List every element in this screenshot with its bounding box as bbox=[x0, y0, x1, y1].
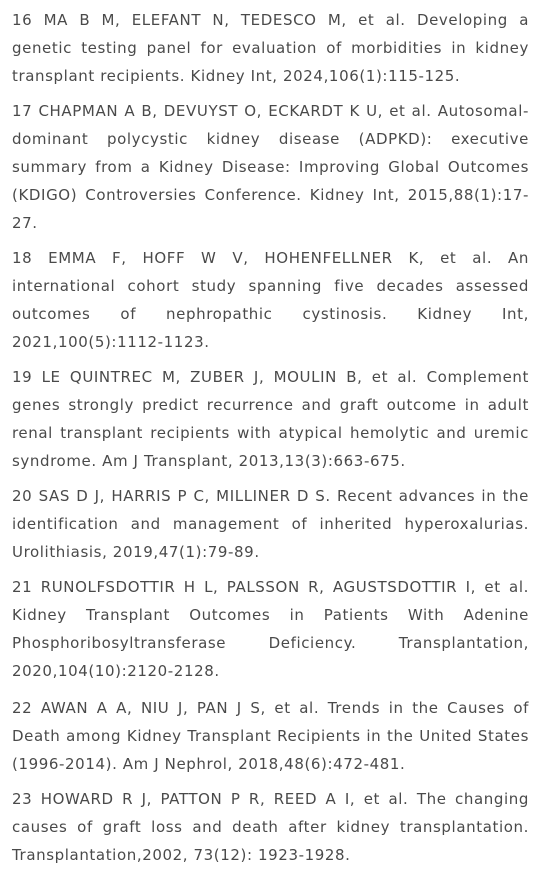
reference-text: HOWARD R J, PATTON P R, REED A I, et al. The changing causes of graft loss and death after kidney transplantation. Transplantation,2002, 73(12): 1923-1928. bbox=[12, 790, 530, 864]
reference-item-23 bbox=[12, 785, 529, 869]
reference-text: EMMA F, HOFF W V, HOHENFELLNER K, et al. An international cohort study spanning five decades assessed outcomes of nephropathic cystinosis. Kidney Int, 2021,100(5):1112-1123. bbox=[12, 249, 530, 351]
reference-number: 17 bbox=[12, 102, 33, 120]
reference-item-18 bbox=[12, 244, 529, 356]
reference-number: 23 bbox=[12, 790, 33, 808]
reference-item-19 bbox=[12, 363, 529, 475]
reference-text: SAS D J, HARRIS P C, MILLINER D S. Recent advances in the identification and management of inherited hyperoxalurias. Urolithiasis, 2019,47(1):79-89. bbox=[12, 487, 529, 561]
reference-number: 16 bbox=[12, 11, 33, 29]
reference-item-20 bbox=[12, 482, 529, 566]
reference-text: MA B M, ELEFANT N, TEDESCO M, et al. Developing a genetic testing panel for evaluation of morbidities in kidney transplant recipients. Kidney Int, 2024,106(1):115-125. bbox=[12, 11, 529, 85]
reference-number: 21 bbox=[12, 578, 33, 596]
reference-number: 19 bbox=[12, 368, 33, 386]
reference-item-21 bbox=[12, 573, 529, 685]
reference-item-22 bbox=[12, 694, 529, 778]
reference-text: LE QUINTREC M, ZUBER J, MOULIN B, et al. Complement genes strongly predict recurrence and graft outcome in adult renal transplant recipients with atypical hemolytic and uremic syndrome. Am J Transplant, 2013,13(3):663-675. bbox=[12, 368, 529, 470]
reference-text: AWAN A A, NIU J, PAN J S, et al. Trends in the Causes of Death among Kidney Transplant Recipients in the United States (1996-2014). Am J Nephrol, 2018,48(6):472-481. bbox=[12, 699, 529, 773]
reference-text: RUNOLFSDOTTIR H L, PALSSON R, AGUSTSDOTTIR I, et al. Kidney Transplant Outcomes in Patients With Adenine Phosphoribosyltransferase Deficiency. Transplantation, 2020,104(10):2120-2128. bbox=[12, 578, 529, 680]
reference-number: 18 bbox=[12, 249, 33, 267]
reference-list bbox=[12, 6, 529, 869]
reference-number: 22 bbox=[12, 699, 33, 717]
reference-item-17 bbox=[12, 97, 529, 237]
reference-item-16 bbox=[12, 6, 529, 90]
reference-number: 20 bbox=[12, 487, 33, 505]
reference-text: CHAPMAN A B, DEVUYST O, ECKARDT K U, et al. Autosomal-dominant polycystic kidney disease (ADPKD): executive summary from a Kidney Disease: Improving Global Outcomes (KDIGO) Controversies Conference. Kidney Int, 2015,88(1):17-27. bbox=[12, 102, 529, 232]
